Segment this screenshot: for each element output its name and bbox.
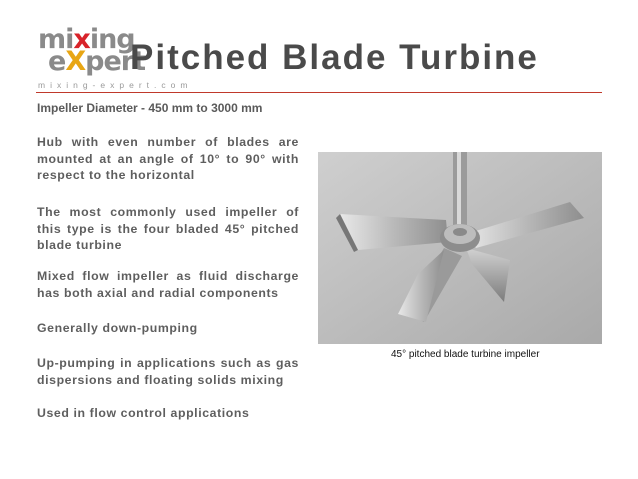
impeller-diameter-text: Impeller Diameter - 450 mm to 3000 mm	[37, 101, 263, 115]
slide-title: Pitched Blade Turbine	[130, 38, 539, 77]
paragraph-up-pumping: Up-pumping in applications such as gas dispersions and floating solids mixing	[37, 356, 299, 387]
paragraph-common-type: The most commonly used impeller of this type is the four bladed 45° pitched blade turbine	[37, 205, 299, 252]
logo-word-mixing: mixing	[38, 24, 135, 55]
paragraph-mixed-flow: Mixed flow impeller as fluid discharge has both axial and radial components	[37, 269, 299, 300]
logo-word-expert: eXpert	[48, 46, 146, 77]
logo-tagline: mixing-expert.com	[38, 80, 193, 90]
paragraph-flow-control: Used in flow control applications	[37, 406, 250, 420]
paragraph-down-pumping: Generally down-pumping	[37, 321, 198, 335]
title-divider	[36, 92, 602, 93]
photo-caption: 45° pitched blade turbine impeller	[391, 349, 540, 360]
paragraph-hub: Hub with even number of blades are mounted at an angle of 10° to 90° with respect to the horizontal	[37, 135, 299, 182]
impeller-photo	[318, 152, 602, 344]
